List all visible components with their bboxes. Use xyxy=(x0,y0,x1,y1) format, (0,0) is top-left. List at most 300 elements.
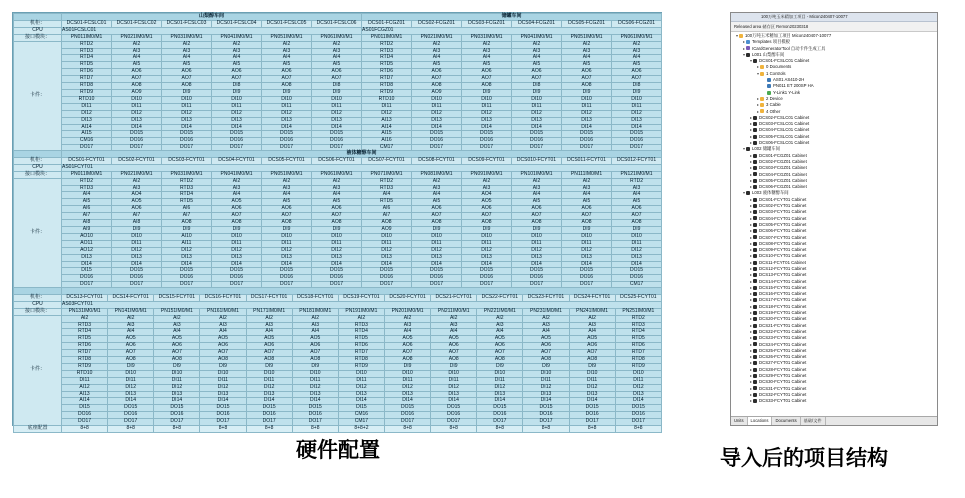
card-slot: DI14 xyxy=(154,398,200,405)
card-slot: AO7 xyxy=(431,350,477,357)
card-slot: DI9 xyxy=(200,363,246,370)
card-slot: DI10 xyxy=(462,233,512,240)
baseunit-config: 8+8 xyxy=(292,426,338,433)
card-slot: AI2 xyxy=(612,41,662,48)
collapse-arrow-icon[interactable]: ▾ xyxy=(756,70,759,76)
card-slot: DO17 xyxy=(512,145,562,152)
interface-module: PN201IM0/M1 xyxy=(384,308,430,315)
card-slot: AO5 xyxy=(462,199,512,206)
card-slot: AI3 xyxy=(431,322,477,329)
folder-icon xyxy=(760,97,764,101)
card-slot: DI12 xyxy=(569,384,615,391)
card-slot: DI14 xyxy=(384,398,430,405)
expand-arrow-icon[interactable]: ▸ xyxy=(749,140,752,146)
tree-node-label: DCS25-FCYT01 Cabinet xyxy=(759,347,807,353)
baseunit-config: 8+8 xyxy=(154,426,200,433)
card-slot: DI9 xyxy=(212,226,262,233)
card-slot: AI3 xyxy=(384,322,430,329)
card-slot: AI7 xyxy=(362,213,412,220)
collapse-arrow-icon[interactable]: ▾ xyxy=(735,33,738,38)
card-slot: RTD7 xyxy=(338,350,384,357)
card-slot: RTD9 xyxy=(362,89,412,96)
cab-icon xyxy=(753,393,757,397)
card-slot: DI11 xyxy=(62,377,108,384)
tab-1[interactable]: Locations xyxy=(748,417,773,425)
card-slot: DI12 xyxy=(162,247,212,254)
card-slot: DI12 xyxy=(112,247,162,254)
cab-icon xyxy=(753,380,757,384)
expand-arrow-icon[interactable]: ▸ xyxy=(749,328,752,334)
card-slot: DO16 xyxy=(62,275,112,282)
card-slot: AO8 xyxy=(162,220,212,227)
card-slot: AI4 xyxy=(523,329,569,336)
expand-arrow-icon[interactable]: ▸ xyxy=(749,228,752,234)
expand-arrow-icon[interactable]: ▸ xyxy=(749,240,752,246)
expand-arrow-icon[interactable]: ▸ xyxy=(749,291,752,297)
card-slot: DI11 xyxy=(338,377,384,384)
card-slot: AO5 xyxy=(246,336,292,343)
card-slot: DI9 xyxy=(512,226,562,233)
expand-arrow-icon[interactable]: ▸ xyxy=(749,171,752,177)
card-slot: DI13 xyxy=(112,117,162,124)
card-slot: AO6 xyxy=(108,343,154,350)
expand-arrow-icon[interactable]: ▸ xyxy=(749,272,752,278)
expand-arrow-icon[interactable]: ▸ xyxy=(749,234,752,240)
card-slot: AI3 xyxy=(412,185,462,192)
card-slot: AO8 xyxy=(412,83,462,90)
card-slot: DI11 xyxy=(477,377,523,384)
cpu-label: CPU xyxy=(14,27,62,34)
card-slot: DI10 xyxy=(523,370,569,377)
tree-node-label: DCS02-FCYT01 Cabinet xyxy=(759,203,807,209)
expand-arrow-icon[interactable]: ▸ xyxy=(749,253,752,259)
expand-arrow-icon[interactable]: ▸ xyxy=(749,158,752,164)
card-slot: DI11 xyxy=(212,240,262,247)
card-slot: DI9 xyxy=(162,89,212,96)
card-slot: DI11 xyxy=(292,377,338,384)
card-slot: DO17 xyxy=(312,145,362,152)
card-slot: DI14 xyxy=(262,124,312,131)
mod-icon xyxy=(767,78,771,82)
tree-node-label: DCS24-FCYT01 Cabinet xyxy=(759,341,807,347)
card-slot: DI15 xyxy=(62,405,108,412)
expand-arrow-icon[interactable]: ▸ xyxy=(749,265,752,271)
card-slot: DO15 xyxy=(162,268,212,275)
mod-icon xyxy=(767,84,771,88)
card-slot: DI11 xyxy=(569,377,615,384)
card-slot: AI4 xyxy=(312,192,362,199)
card-slot: RTD4 xyxy=(362,55,412,62)
card-slot: RTD3 xyxy=(362,185,412,192)
card-slot: DI14 xyxy=(246,398,292,405)
card-slot: AI2 xyxy=(200,315,246,322)
card-slot: AO7 xyxy=(562,76,612,83)
interface-module: PN231IM0/M1 xyxy=(523,308,569,315)
card-slot: DI14 xyxy=(462,124,512,131)
expand-arrow-icon[interactable]: ▸ xyxy=(749,398,752,404)
card-slot: DO17 xyxy=(312,282,362,289)
card-slot: AO8 xyxy=(292,357,338,364)
expand-arrow-icon[interactable]: ▸ xyxy=(749,127,752,133)
card-slot: DI13 xyxy=(523,391,569,398)
card-slot: AI3 xyxy=(612,185,662,192)
expand-arrow-icon[interactable]: ▸ xyxy=(749,354,752,360)
card-slot: RTD9 xyxy=(62,89,112,96)
card-slot: DI10 xyxy=(112,96,162,103)
expand-arrow-icon[interactable]: ▸ xyxy=(749,114,752,120)
expand-arrow-icon[interactable]: ▸ xyxy=(749,322,752,328)
cab-icon xyxy=(753,248,757,252)
card-slot: DI10 xyxy=(292,370,338,377)
card-slot: AO8 xyxy=(112,83,162,90)
card-slot: DI12 xyxy=(615,384,661,391)
expand-arrow-icon[interactable]: ▸ xyxy=(749,360,752,366)
interface-module: PN051IM0/M1 xyxy=(562,34,612,41)
cab-icon xyxy=(753,154,757,158)
card-slot: AI5 xyxy=(112,62,162,69)
card-slot: AI3 xyxy=(112,185,162,192)
card-slot: DI13 xyxy=(412,254,462,261)
project-tree[interactable] xyxy=(731,33,937,417)
expand-arrow-icon[interactable]: ▸ xyxy=(756,108,759,114)
expand-arrow-icon[interactable]: ▸ xyxy=(749,335,752,341)
cabinet-name: DCS21-FCYT01 xyxy=(431,294,477,301)
interface-module: PN061IM0/M1 xyxy=(312,34,362,41)
card-slot: AO6 xyxy=(312,69,362,76)
cab-icon xyxy=(753,324,757,328)
cabinet-name: DCS19-FCYT01 xyxy=(338,294,384,301)
cab-icon xyxy=(753,229,757,233)
expand-arrow-icon[interactable]: ▸ xyxy=(749,209,752,215)
tree-node-label: 4 Other xyxy=(766,108,781,114)
expand-arrow-icon[interactable]: ▸ xyxy=(756,95,759,101)
config-block-2 xyxy=(13,150,661,296)
card-slot: DI12 xyxy=(412,110,462,117)
card-slot: AI3 xyxy=(292,322,338,329)
card-slot: DO17 xyxy=(412,145,462,152)
card-slot: AO7 xyxy=(412,76,462,83)
card-slot: DI11 xyxy=(362,240,412,247)
card-slot: RTD5 xyxy=(362,62,412,69)
expand-arrow-icon[interactable]: ▸ xyxy=(749,310,752,316)
card-slot: RTD3 xyxy=(338,322,384,329)
card-slot: DO15 xyxy=(562,131,612,138)
card-slot: DO15 xyxy=(312,131,362,138)
cab-icon xyxy=(753,286,757,290)
card-slot: AO6 xyxy=(312,206,362,213)
card-slot: AI5 xyxy=(512,199,562,206)
card-slot: AI4 xyxy=(62,192,112,199)
cab-icon xyxy=(753,59,757,63)
card-slot: AI4 xyxy=(292,329,338,336)
cabinet-name: DCS09-FCYT01 xyxy=(462,157,512,164)
card-slot: DI9 xyxy=(562,226,612,233)
card-slot: AI3 xyxy=(612,48,662,55)
card-slot: AI4 xyxy=(612,55,662,62)
card-slot: DI13 xyxy=(362,254,412,261)
expand-arrow-icon[interactable]: ▸ xyxy=(749,152,752,158)
card-slot: AI2 xyxy=(108,315,154,322)
cab-icon xyxy=(753,235,757,239)
card-slot: DO15 xyxy=(108,405,154,412)
card-slot: AI4 xyxy=(362,192,412,199)
cab-icon xyxy=(753,368,757,372)
cabinet-name: DCS01-FCSLC03 xyxy=(162,20,212,27)
expand-arrow-icon[interactable]: ▸ xyxy=(749,297,752,303)
card-slot: AO8 xyxy=(108,357,154,364)
tree-node-label: DCS23-FCYT01 Cabinet xyxy=(759,335,807,341)
card-slot: AO6 xyxy=(477,343,523,350)
tree-node[interactable] xyxy=(731,398,937,404)
expand-arrow-icon[interactable]: ▸ xyxy=(749,284,752,290)
card-slot: AI13 xyxy=(62,391,108,398)
expand-arrow-icon[interactable]: ▸ xyxy=(749,303,752,309)
card-slot: AI2 xyxy=(112,178,162,185)
tree-node-label: DCS02-FCGZ01 Cabinet xyxy=(759,158,807,164)
tab-3[interactable]: 基础/文件 xyxy=(801,417,826,425)
card-slot: AI3 xyxy=(212,48,262,55)
tree-node-label: DCS22-FCYT01 Cabinet xyxy=(759,328,807,334)
card-slot: DO17 xyxy=(512,282,562,289)
card-slot: DI10 xyxy=(412,233,462,240)
card-slot: DI13 xyxy=(431,391,477,398)
card-slot: DI11 xyxy=(154,377,200,384)
card-slot: AI5 xyxy=(62,199,112,206)
expand-arrow-icon[interactable]: ▸ xyxy=(749,121,752,127)
expand-arrow-icon[interactable]: ▸ xyxy=(749,184,752,190)
expand-arrow-icon[interactable]: ▸ xyxy=(749,247,752,253)
collapse-arrow-icon[interactable]: ▾ xyxy=(742,146,745,152)
interface-module: PN051IM0/M1 xyxy=(262,171,312,178)
tree-node-label: DCS17-FCYT01 Cabinet xyxy=(759,297,807,303)
card-slot: AI13 xyxy=(362,117,412,124)
window-title: 100万吨玉米精加工项目 - Micon240407-10077 xyxy=(731,13,937,22)
card-slot: AI2 xyxy=(431,315,477,322)
card-slot: AO5 xyxy=(523,336,569,343)
tree-node-label: 2 Device xyxy=(766,95,783,101)
card-slot: DI11 xyxy=(108,377,154,384)
card-slot: DI13 xyxy=(477,391,523,398)
card-slot: AI5 xyxy=(262,199,312,206)
card-label: 卡件： xyxy=(14,178,62,289)
baseunit-config: 8+8 xyxy=(108,426,154,433)
card-slot: DO17 xyxy=(62,145,112,152)
baseunit-config: 8+8 xyxy=(523,426,569,433)
card-slot: RTD4 xyxy=(162,192,212,199)
card-slot: DO15 xyxy=(212,268,262,275)
card-slot: DI9 xyxy=(292,363,338,370)
card-slot: AI8 xyxy=(62,220,112,227)
card-slot: DI13 xyxy=(62,117,112,124)
card-slot: CM17 xyxy=(612,282,662,289)
card-slot: AO6 xyxy=(112,206,162,213)
cabinet-label: 机柜： xyxy=(14,20,62,27)
expand-arrow-icon[interactable]: ▸ xyxy=(749,215,752,221)
card-slot: DI11 xyxy=(384,377,430,384)
card-slot: AO7 xyxy=(154,350,200,357)
card-slot: DO17 xyxy=(292,419,338,426)
collapse-arrow-icon[interactable]: ▾ xyxy=(742,51,745,57)
card-slot: AO8 xyxy=(200,357,246,364)
expand-arrow-icon[interactable]: ▸ xyxy=(749,373,752,379)
card-slot: DI14 xyxy=(212,124,262,131)
expand-arrow-icon[interactable]: ▸ xyxy=(749,316,752,322)
expand-arrow-icon[interactable]: ▸ xyxy=(749,366,752,372)
card-slot: DI11 xyxy=(246,377,292,384)
card-slot: AI15 xyxy=(62,131,112,138)
card-slot: AI2 xyxy=(338,315,384,322)
card-slot: AO6 xyxy=(412,206,462,213)
tree-node-label: DCS05-FCYT01 Cabinet xyxy=(759,221,807,227)
card-slot: AI4 xyxy=(212,192,262,199)
card-slot: RTD8 xyxy=(615,357,661,364)
card-slot: DO17 xyxy=(384,419,430,426)
card-slot: AI2 xyxy=(212,178,262,185)
expand-arrow-icon[interactable]: ▸ xyxy=(749,259,752,265)
card-slot: AO6 xyxy=(612,69,662,76)
card-slot: DO15 xyxy=(162,131,212,138)
cabinet-name: DCS25-FCYT01 xyxy=(615,294,661,301)
card-slot: DO16 xyxy=(412,275,462,282)
card-slot: AO4 xyxy=(112,192,162,199)
card-slot: DO16 xyxy=(262,275,312,282)
tab-2[interactable]: Documents xyxy=(772,417,800,425)
cabinet-name: DCS02-FCGZ01 xyxy=(412,20,462,27)
card-slot: AI3 xyxy=(562,48,612,55)
tree-node-label: DCS14-FCYT01 Cabinet xyxy=(759,278,807,284)
expand-arrow-icon[interactable]: ▸ xyxy=(749,278,752,284)
card-slot: DI13 xyxy=(312,117,362,124)
card-slot: AI3 xyxy=(512,48,562,55)
cab-icon xyxy=(753,374,757,378)
card-slot: DI11 xyxy=(612,103,662,110)
cabinet-name: DCS15-FCYT01 xyxy=(154,294,200,301)
card-slot: AI4 xyxy=(154,329,200,336)
tree-node-label: PN011 ET 200SP HA xyxy=(773,83,814,89)
card-slot: RTD8 xyxy=(338,357,384,364)
collapse-arrow-icon[interactable]: ▾ xyxy=(749,58,752,64)
card-slot: DO16 xyxy=(62,412,108,419)
card-slot: DI9 xyxy=(212,89,262,96)
card-slot: DI14 xyxy=(362,261,412,268)
interface-module: PN011IM0/M1 xyxy=(362,34,412,41)
expand-arrow-icon[interactable]: ▸ xyxy=(749,196,752,202)
card-slot: DI11 xyxy=(262,240,312,247)
collapse-arrow-icon[interactable]: ▾ xyxy=(742,190,745,196)
card-slot: DO17 xyxy=(262,282,312,289)
card-slot: AI3 xyxy=(523,322,569,329)
expand-arrow-icon[interactable]: ▸ xyxy=(749,203,752,209)
cab-icon xyxy=(753,386,757,390)
card-slot: AI3 xyxy=(154,322,200,329)
tree-node-label: Y-Link1 Y-Link xyxy=(773,89,801,95)
cabinet-name: DCS06-FCGZ01 xyxy=(612,20,662,27)
card-slot: AI7 xyxy=(62,213,112,220)
card-slot: DI12 xyxy=(462,110,512,117)
card-slot: AO6 xyxy=(462,206,512,213)
card-slot: AI4 xyxy=(112,55,162,62)
expand-arrow-icon[interactable]: ▸ xyxy=(742,39,745,45)
card-slot: DI12 xyxy=(362,247,412,254)
card-slot: AI4 xyxy=(412,192,462,199)
card-slot: AI4 xyxy=(512,192,562,199)
tree-node-label: DCS03-FCGZ01 Cabinet xyxy=(759,165,807,171)
card-slot: AO7 xyxy=(612,76,662,83)
card-slot: DO15 xyxy=(246,405,292,412)
expand-arrow-icon[interactable]: ▸ xyxy=(749,177,752,183)
tree-node-label: DCS27-FCYT01 Cabinet xyxy=(759,360,807,366)
card-slot: RTD7 xyxy=(62,76,112,83)
expand-arrow-icon[interactable]: ▸ xyxy=(749,221,752,227)
expand-arrow-icon[interactable]: ▸ xyxy=(749,133,752,139)
cab-icon xyxy=(753,128,757,132)
card-slot: DI9 xyxy=(154,363,200,370)
expand-arrow-icon[interactable]: ▸ xyxy=(749,379,752,385)
card-slot: DI8 xyxy=(612,83,662,90)
card-slot: DO15 xyxy=(612,131,662,138)
card-slot: DO15 xyxy=(569,405,615,412)
cabinet-name: DCS03-FCGZ01 xyxy=(462,20,512,27)
card-slot: AO5 xyxy=(431,336,477,343)
cab-icon xyxy=(753,330,757,334)
expand-arrow-icon[interactable]: ▸ xyxy=(749,347,752,353)
card-slot: AI5 xyxy=(162,62,212,69)
expand-arrow-icon[interactable]: ▸ xyxy=(756,102,759,108)
card-slot: AI2 xyxy=(462,178,512,185)
card-slot: DO16 xyxy=(615,412,661,419)
card-slot: DI14 xyxy=(262,261,312,268)
card-slot: RTD9 xyxy=(615,363,661,370)
card-slot: DI14 xyxy=(523,398,569,405)
card-slot: AI7 xyxy=(112,213,162,220)
card-slot: DI11 xyxy=(112,103,162,110)
tree-node-label: DCS06-FCYT01 Cabinet xyxy=(759,228,807,234)
tree-node-label: DCS18-FCYT01 Cabinet xyxy=(759,303,807,309)
expand-arrow-icon[interactable]: ▸ xyxy=(749,385,752,391)
expand-arrow-icon[interactable]: ▸ xyxy=(742,45,745,51)
cabinet-name: DCS03-FCYT01 xyxy=(162,157,212,164)
card-slot: DI10 xyxy=(312,233,362,240)
card-slot: AO6 xyxy=(212,206,262,213)
card-slot: AO8 xyxy=(462,83,512,90)
cab-icon xyxy=(753,166,757,170)
card-slot: AI4 xyxy=(477,329,523,336)
card-slot: DI14 xyxy=(612,124,662,131)
expand-arrow-icon[interactable]: ▸ xyxy=(756,64,759,70)
expand-arrow-icon[interactable]: ▸ xyxy=(749,391,752,397)
card-slot: AI4 xyxy=(462,55,512,62)
card-slot: AO8 xyxy=(212,220,262,227)
expand-arrow-icon[interactable]: ▸ xyxy=(749,341,752,347)
interface-module: PN161IM0/M1 xyxy=(200,308,246,315)
card-slot: AO8 xyxy=(562,83,612,90)
expand-arrow-icon[interactable]: ▸ xyxy=(749,165,752,171)
baseunit-config: 8+8 xyxy=(200,426,246,433)
card-slot: DI13 xyxy=(108,391,154,398)
cab-icon xyxy=(753,198,757,202)
card-slot: DO17 xyxy=(562,282,612,289)
card-slot: DI14 xyxy=(312,124,362,131)
tab-0[interactable]: Units xyxy=(731,417,748,425)
baseunit-config: 8+8 xyxy=(384,426,430,433)
interface-module: PN101IM0/M1 xyxy=(512,171,562,178)
card-slot: DI13 xyxy=(338,391,384,398)
interface-module: PN021IM0/M1 xyxy=(112,34,162,41)
card-slot: DO17 xyxy=(462,145,512,152)
card-slot: AO6 xyxy=(154,343,200,350)
card-slot: AO8 xyxy=(523,357,569,364)
card-slot: DI12 xyxy=(362,110,412,117)
